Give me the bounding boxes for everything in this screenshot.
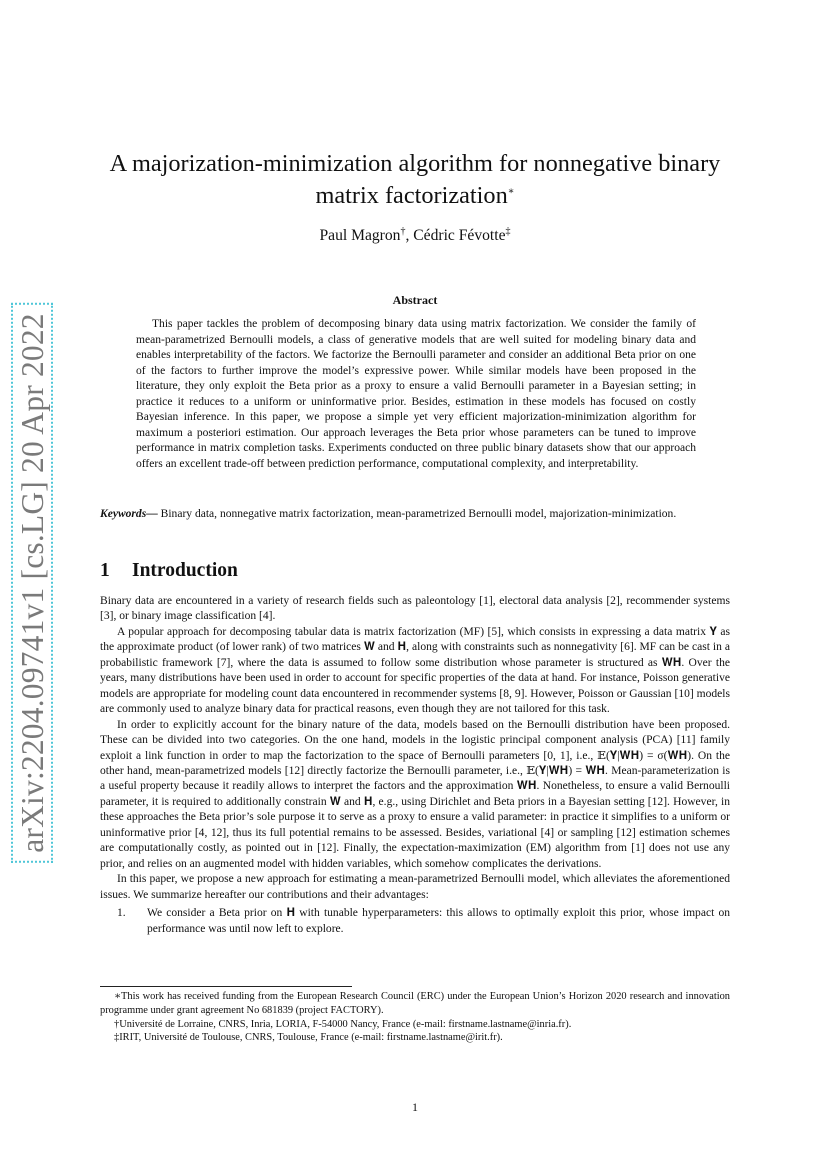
page-number: 1	[412, 1100, 418, 1114]
abstract-heading: Abstract	[392, 293, 438, 307]
list-item-text: We consider a Beta prior on 𝐇 with tunable hyperparameters: this allows to optimally exploit this prior, whose impact on performance was until now left to explore.	[147, 907, 730, 935]
footnotes	[100, 990, 730, 1045]
arxiv-identifier[interactable]: arXiv:2204.09741v1 [cs.LG] 20 Apr 2022	[11, 303, 53, 863]
title-line-1: A majorization-minimization algorithm for nonnegative binary	[109, 150, 721, 177]
footnote-divider	[100, 986, 352, 987]
title-footnote-mark: ∗	[507, 185, 515, 197]
paragraph: In this paper, we propose a new approach for estimating a mean-parametrized Bernoulli model, which alleviates the aforementioned issues. We summarize hereafter our contributions and their advantages:	[100, 873, 730, 901]
list-item-number: 1.	[117, 907, 126, 920]
keywords-label: Keywords—	[100, 508, 158, 520]
arxiv-sidebar-stamp	[6, 312, 58, 853]
section-title: Introduction	[132, 560, 238, 581]
keywords	[100, 507, 730, 523]
paragraph: In order to explicitly account for the binary nature of the data, models based on the Bernoulli distribution have been proposed. These can be divided into two categories. On the one hand, models in the logistic principal component analysis (PCA) [11] family exploit a link function in order to map the factorization to the space of Bernoulli parameters [0, 1], i.e., 𝔼(𝐘|𝐖𝐇) = σ(𝐖𝐇). On the other hand, mean-parametrized models [12] directly factorize the Bernoulli parameter, i.e., 𝔼(𝐘|𝐖𝐇) = 𝐖𝐇. Mean-parameterization is a useful property because it readily allows to interpret the factors and the approximation 𝐖𝐇. Nonetheless, to ensure a valid Bernoulli parameter, it is required to additionally constrain 𝐖 and 𝐇, e.g., using Dirichlet and Beta priors in a Bayesian setting [12]. However, in these approaches the Beta prior’s sole purpose it to serve as a proxy to ensure a valid parameter: in practice it simplifies to a uniform or uninformative prior [4, 12], thus its full potential remains to be assessed. Besides, variational [4] or sampling [12] estimation schemes are computationally costly, as pointed out in [12]. Finally, the expectation-maximization (EM) algorithm from [1] does not use any prior, and relies on an augmented model with hidden variables, which somehow complicates the derivations.	[100, 718, 730, 870]
footnote: ∗This work has received funding from the European Research Council (ERC) under the European Union’s Horizon 2020 research and innovation programme under grant agreement No 681839 (project FACTORY).	[100, 991, 730, 1016]
paragraph: Binary data are encountered in a variety of research fields such as paleontology [1], electoral data analysis [2], recommender systems [3], or binary image classification [4].	[100, 595, 730, 623]
title-line-2: matrix factorization	[315, 182, 508, 209]
section-body	[100, 594, 730, 937]
author-footnote-mark: ‡	[505, 225, 511, 237]
keywords-text: Binary data, nonnegative matrix factorization, mean-parametrized Bernoulli model, majorization-minimization.	[157, 508, 677, 520]
paper-title	[100, 148, 730, 212]
author-name: Paul Magron	[319, 227, 401, 244]
footnote: †Université de Lorraine, CNRS, Inria, LORIA, F-54000 Nancy, France (e-mail: firstname.lastname@inria.fr).	[114, 1018, 572, 1030]
section-number: 1	[100, 560, 110, 581]
abstract-text: This paper tackles the problem of decomposing binary data using matrix factorization. We consider the family of mean-parametrized Bernoulli models, a class of generative models that are well suited for modeling binary data and enables interpretability of the factors. We factorize the Bernoulli parameter and consider an additional Beta prior on one of the factors to further improve the model’s expressive power. While similar models have been proposed in the literature, they only exploit the Beta prior as a proxy to ensure a valid Bernoulli parameter in a Bayesian setting; in practice it reduces to a uniform or uninformative prior. Besides, estimation in these models has focused on costly Bayesian inference. In this paper, we propose a simple yet very efficient majorization-minimization algorithm for maximum a posteriori estimation. Our approach leverages the Beta prior whose parameters can be tuned to improve performance in matrix completion tasks. Experiments conducted on three public binary datasets show that our approach offers an excellent trade-off between prediction performance, computational complexity, and interpretability.	[136, 318, 696, 470]
author-footnote-mark: †	[400, 225, 406, 237]
author-name: Cédric Févotte	[413, 227, 506, 244]
author-list: Paul Magron†, Cédric Févotte‡	[319, 225, 511, 244]
footnote: ‡IRIT, Université de Toulouse, CNRS, Toulouse, France (e-mail: firstname.lastname@irit.fr).	[114, 1032, 503, 1044]
section-heading-introduction	[100, 558, 238, 584]
contribution-list-item	[100, 906, 730, 937]
paragraph: A popular approach for decomposing tabular data is matrix factorization (MF) [5], which consists in expressing a data matrix 𝐘 as the approximate product (of lower rank) of two matrices 𝐖 and 𝐇, along with constraints such as nonnegativity [6]. MF can be cast in a probabilistic framework [7], where the data is assumed to follow some distribution whose parameter is structured as 𝐖𝐇. Over the years, many distributions have been used in order to account for specific properties of the data at hand. For instance, Poisson generative models are appropriate for modeling count data encountered in recommender systems [8, 9]. However, Poisson or Gaussian [10] models are commonly used to analyze binary data for practical reasons, even though they are not tailored for this task.	[100, 625, 730, 716]
